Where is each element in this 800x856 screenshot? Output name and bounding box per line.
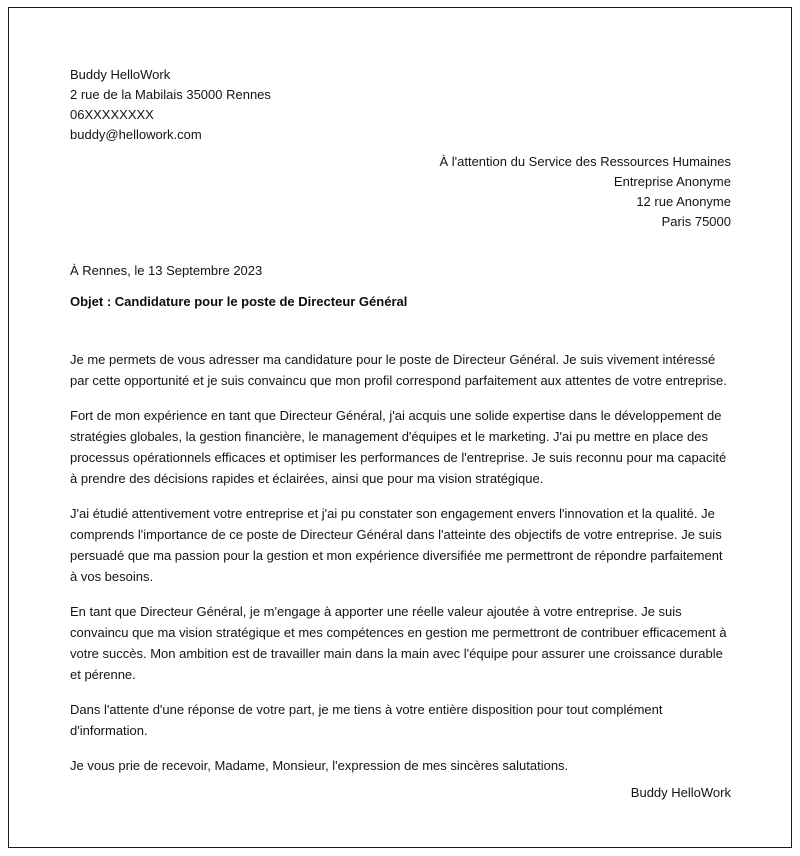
body-paragraph: Je vous prie de recevoir, Madame, Monsieur, l'expression de mes sincères salutations. <box>70 758 569 773</box>
body-paragraph: Fort de mon expérience en tant que Directeur Général, j'ai acquis une solide expertise dans le développement de stratégies globales, la gestion financière, le management d'équipes et le marketing. J'ai pu mettre en place des processus opérationnels efficaces et optimiser les performances de l'entreprise. Je suis reconnu pour ma capacité à prendre des décisions rapides et éclairées, ainsi que pour ma vision stratégique. <box>70 408 727 486</box>
body-paragraph: Je me permets de vous adresser ma candidature pour le poste de Directeur Général. Je suis vivement intéressé par cette opportunité et je suis convaincu que mon profil correspond parfaitement aux attentes de votre entreprise. <box>70 352 727 388</box>
recipient-city: Paris 75000 <box>661 214 731 229</box>
signature-block <box>70 783 731 803</box>
recipient-attention: À l'attention du Service des Ressources Humaines <box>439 154 731 169</box>
body-paragraph: En tant que Directeur Général, je m'engage à apporter une réelle valeur ajoutée à votre entreprise. Je suis convaincu que ma vision stratégique et mes compétences en gestion me permettront de contribuer efficacement à votre succès. Mon ambition est de travailler main dans la main avec l'équipe pour assurer une croissance durable et pérenne. <box>70 604 727 682</box>
sender-email: buddy@hellowork.com <box>70 127 202 142</box>
subject-line: Objet : Candidature pour le poste de Directeur Général <box>70 294 408 309</box>
letter-page <box>8 7 792 848</box>
date-line: À Rennes, le 13 Septembre 2023 <box>70 263 263 278</box>
sender-name: Buddy HelloWork <box>70 67 171 82</box>
recipient-block <box>70 152 731 232</box>
recipient-company: Entreprise Anonyme <box>613 174 731 189</box>
signature-name: Buddy HelloWork <box>630 785 731 800</box>
sender-address: 2 rue de la Mabilais 35000 Rennes <box>70 87 271 102</box>
sender-phone: 06XXXXXXXX <box>70 107 154 122</box>
sender-block <box>70 65 731 145</box>
body-paragraph: J'ai étudié attentivement votre entreprise et j'ai pu constater son engagement envers l'innovation et la qualité. Je comprends l'importance de ce poste de Directeur Général dans l'atteinte des objectifs de votre entreprise. Je suis persuadé que ma passion pour la gestion et mon expérience diversifiée me permettront de répondre parfaitement à vos besoins. <box>70 506 723 584</box>
body-paragraph: Dans l'attente d'une réponse de votre part, je me tiens à votre entière disposition pour tout complément d'information. <box>70 702 663 738</box>
recipient-street: 12 rue Anonyme <box>636 194 731 209</box>
letter-body <box>70 349 731 776</box>
